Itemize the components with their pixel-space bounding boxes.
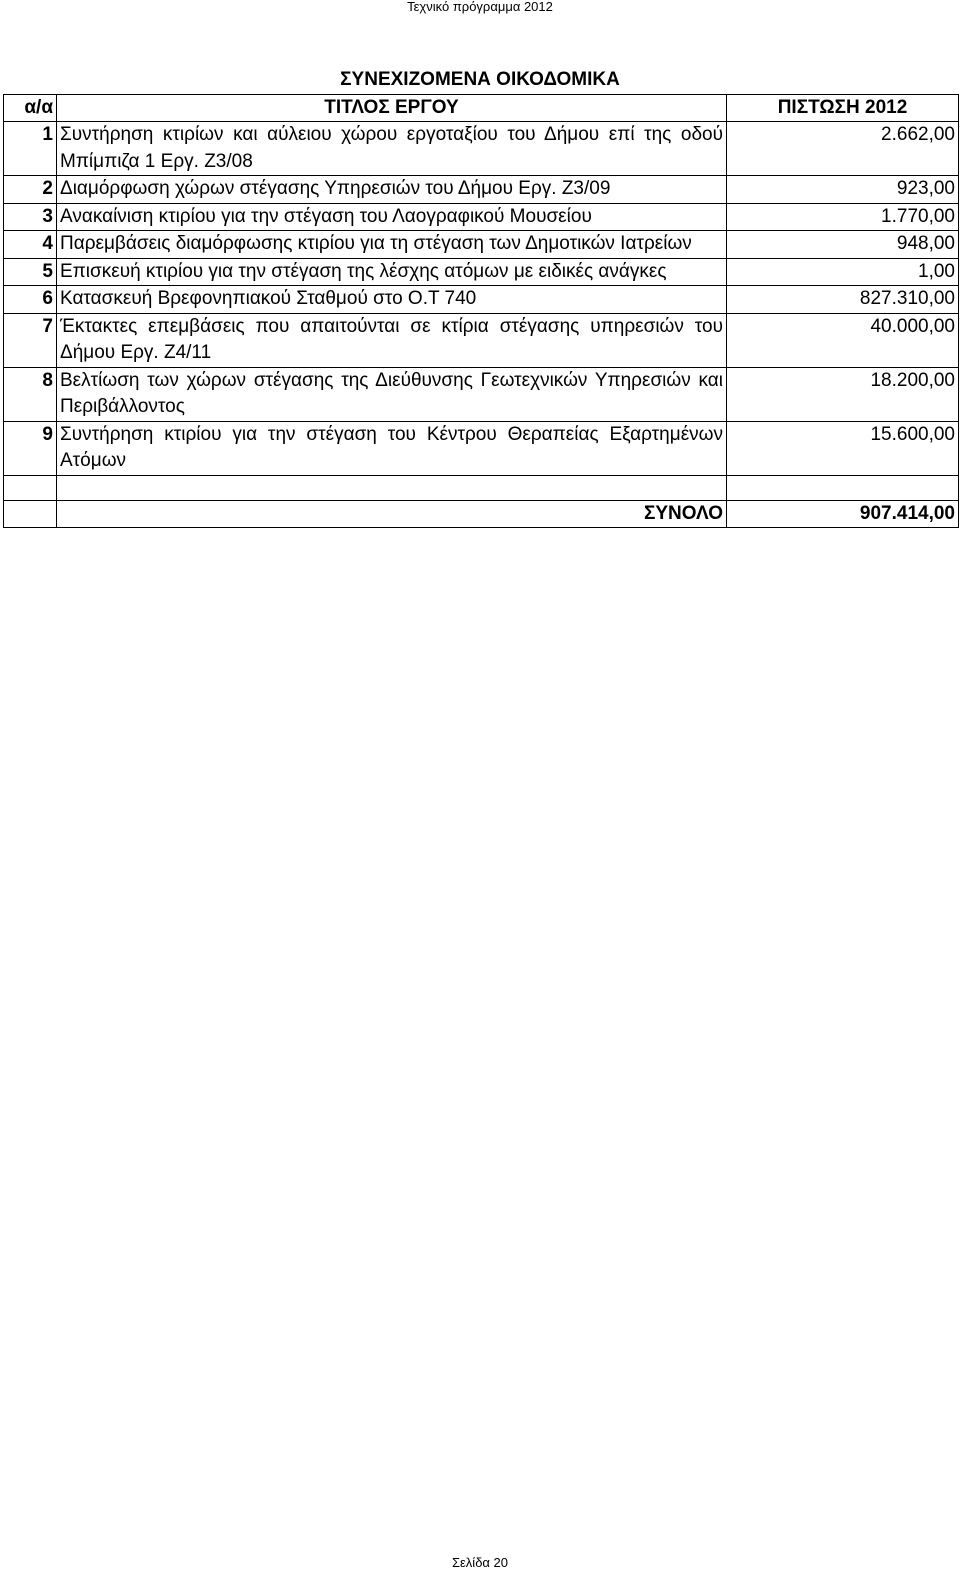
row-number: 6 xyxy=(4,286,57,314)
table-row xyxy=(4,231,959,259)
row-title: Συντήρηση κτιρίων και αύλειου χώρου εργοταξίου του Δήμου επί της οδού Μπίμπιζα 1 Εργ. Ζ3/08 xyxy=(57,122,727,176)
row-title: Διαμόρφωση χώρων στέγασης Υπηρεσιών του Δήμου Εργ. Ζ3/09 xyxy=(57,176,727,204)
row-title: Έκτακτες επεμβάσεις που απαιτούνται σε κτίρια στέγασης υπηρεσιών του Δήμου Εργ. Ζ4/11 xyxy=(57,313,727,367)
row-amount: 1,00 xyxy=(727,258,959,286)
total-row xyxy=(4,500,959,528)
row-amount: 18.200,00 xyxy=(727,367,959,421)
row-amount: 2.662,00 xyxy=(727,122,959,176)
row-amount: 15.600,00 xyxy=(727,421,959,475)
row-amount: 1.770,00 xyxy=(727,203,959,231)
table-row xyxy=(4,313,959,367)
table-row xyxy=(4,203,959,231)
row-title: Επισκευή κτιρίου για την στέγαση της λέσχης ατόμων με ειδικές ανάγκες xyxy=(57,258,727,286)
empty-cell xyxy=(57,475,727,500)
row-number: 4 xyxy=(4,231,57,259)
row-title: Συντήρηση κτιρίου για την στέγαση του Κέντρου Θεραπείας Εξαρτημένων Ατόμων xyxy=(57,421,727,475)
empty-cell xyxy=(727,475,959,500)
row-number: 9 xyxy=(4,421,57,475)
row-title: Βελτίωση των χώρων στέγασης της Διεύθυνσης Γεωτεχνικών Υπηρεσιών και Περιβάλλοντος xyxy=(57,367,727,421)
row-title: Ανακαίνιση κτιρίου για την στέγαση του Λαογραφικού Μουσείου xyxy=(57,203,727,231)
row-amount: 948,00 xyxy=(727,231,959,259)
table-row xyxy=(4,122,959,176)
row-number: 3 xyxy=(4,203,57,231)
table-row xyxy=(4,258,959,286)
row-number: 7 xyxy=(4,313,57,367)
table-row xyxy=(4,286,959,314)
empty-cell xyxy=(4,475,57,500)
page-header: Τεχνικό πρόγραμμα 2012 xyxy=(407,0,553,14)
row-number: 8 xyxy=(4,367,57,421)
row-amount: 923,00 xyxy=(727,176,959,204)
row-amount: 827.310,00 xyxy=(727,286,959,314)
column-header-num: α/α xyxy=(4,95,57,122)
row-amount: 40.000,00 xyxy=(727,313,959,367)
row-title: Κατασκευή Βρεφονηπιακού Σταθμού στο Ο.Τ 740 xyxy=(57,286,727,314)
column-header-amount: ΠΙΣΤΩΣΗ 2012 xyxy=(727,95,959,122)
table-row xyxy=(4,176,959,204)
table-row xyxy=(4,421,959,475)
row-number: 5 xyxy=(4,258,57,286)
page-footer: Σελίδα 20 xyxy=(451,1555,509,1570)
row-number: 2 xyxy=(4,176,57,204)
section-title: ΣΥΝΕΧΙΖΟΜΕΝΑ ΟΙΚΟΔΟΜΙΚΑ xyxy=(340,69,620,90)
total-label: ΣΥΝΟΛΟ xyxy=(57,500,727,528)
works-table xyxy=(3,94,959,528)
row-number: 1 xyxy=(4,122,57,176)
row-title: Παρεμβάσεις διαμόρφωσης κτιρίου για τη στέγαση των Δημοτικών Ιατρείων xyxy=(57,231,727,259)
table-row xyxy=(4,367,959,421)
empty-row xyxy=(4,475,959,500)
table-header-row xyxy=(4,95,959,122)
total-amount: 907.414,00 xyxy=(727,500,959,528)
total-num-cell xyxy=(4,500,57,528)
column-header-title: ΤΙΤΛΟΣ ΕΡΓΟΥ xyxy=(57,95,727,122)
